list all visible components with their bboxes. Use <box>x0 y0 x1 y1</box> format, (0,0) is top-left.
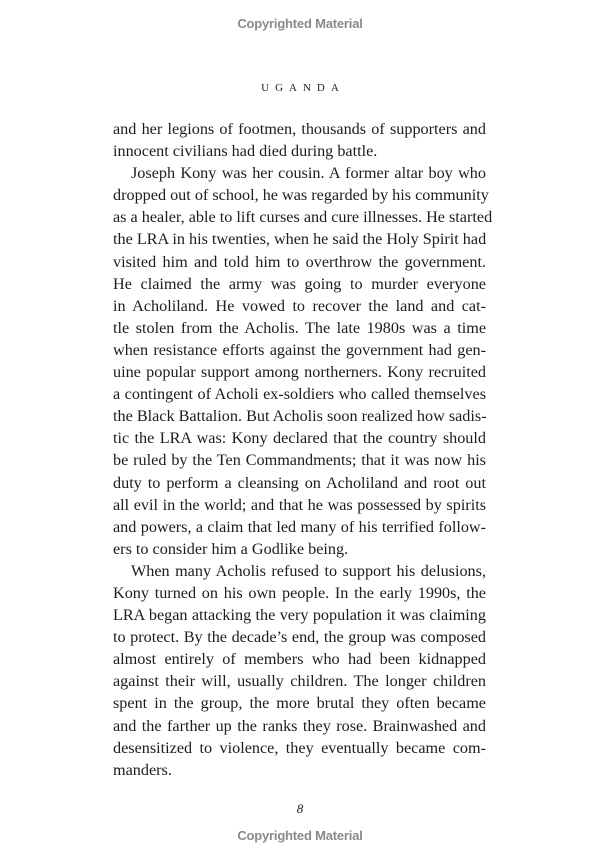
running-head: UGANDA <box>261 82 345 94</box>
text-line: ers to consider him a Godlike being. <box>113 539 349 558</box>
text-line: a contingent of Acholi ex-soldiers who called themselves <box>113 385 486 404</box>
text-line: tic the LRA was: Kony declared that the country should <box>113 429 486 448</box>
text-line: and her legions of footmen, thousands of supporters and <box>113 120 486 138</box>
copyright-watermark-top: Copyrighted Material <box>237 16 363 31</box>
text-line: visited him and told him to overthrow the government. <box>113 252 486 271</box>
text-line: when resistance efforts against the government had gen- <box>113 340 486 359</box>
page-number: 8 <box>296 801 304 816</box>
text-line: in Acholiland. He vowed to recover the land and cat- <box>113 296 486 315</box>
text-line: all evil in the world; and that he was possessed by spirits <box>113 495 486 514</box>
text-line: and the farther up the ranks they rose. Brainwashed and <box>113 716 486 735</box>
text-line: innocent civilians had died during battle. <box>113 142 378 161</box>
text-line: and powers, a claim that led many of his terrified follow- <box>113 517 486 536</box>
paragraph-start-line: Joseph Kony was her cousin. A former altar boy who <box>131 164 486 183</box>
text-line: the LRA in his twenties, when he said the Holy Spirit had <box>113 230 487 249</box>
body-text <box>113 118 493 781</box>
text-line: to protect. By the decade’s end, the group was composed <box>113 628 486 647</box>
text-line: dropped out of school, he was regarded by his community <box>113 186 489 205</box>
text-line: He claimed the army was going to murder everyone <box>113 274 486 293</box>
text-line: manders. <box>113 760 172 779</box>
text-line: Kony turned on his own people. In the early 1990s, the <box>113 583 486 602</box>
text-line: as a healer, able to lift curses and cure illnesses. He started <box>113 208 493 227</box>
text-line: tle stolen from the Acholis. The late 1980s was a time <box>113 318 486 337</box>
text-line: the Black Battalion. But Acholis soon realized how sadis- <box>113 407 487 426</box>
text-line: desensitized to violence, they eventually became com- <box>113 738 486 757</box>
text-line: be ruled by the Ten Commandments; that it was now his <box>113 451 486 470</box>
text-line: duty to perform a cleansing on Acholiland and root out <box>113 473 486 492</box>
text-line: uine popular support among northerners. Kony recruited <box>113 363 486 382</box>
copyright-watermark-bottom: Copyrighted Material <box>237 828 363 843</box>
text-line: spent in the group, the more brutal they often became <box>113 694 486 713</box>
text-line: LRA began attacking the very population it was claiming <box>113 606 486 625</box>
text-line: against their will, usually children. The longer children <box>113 672 486 691</box>
paragraph-start-line: When many Acholis refused to support his delusions, <box>131 561 486 580</box>
text-line: almost entirely of members who had been kidnapped <box>113 650 486 669</box>
